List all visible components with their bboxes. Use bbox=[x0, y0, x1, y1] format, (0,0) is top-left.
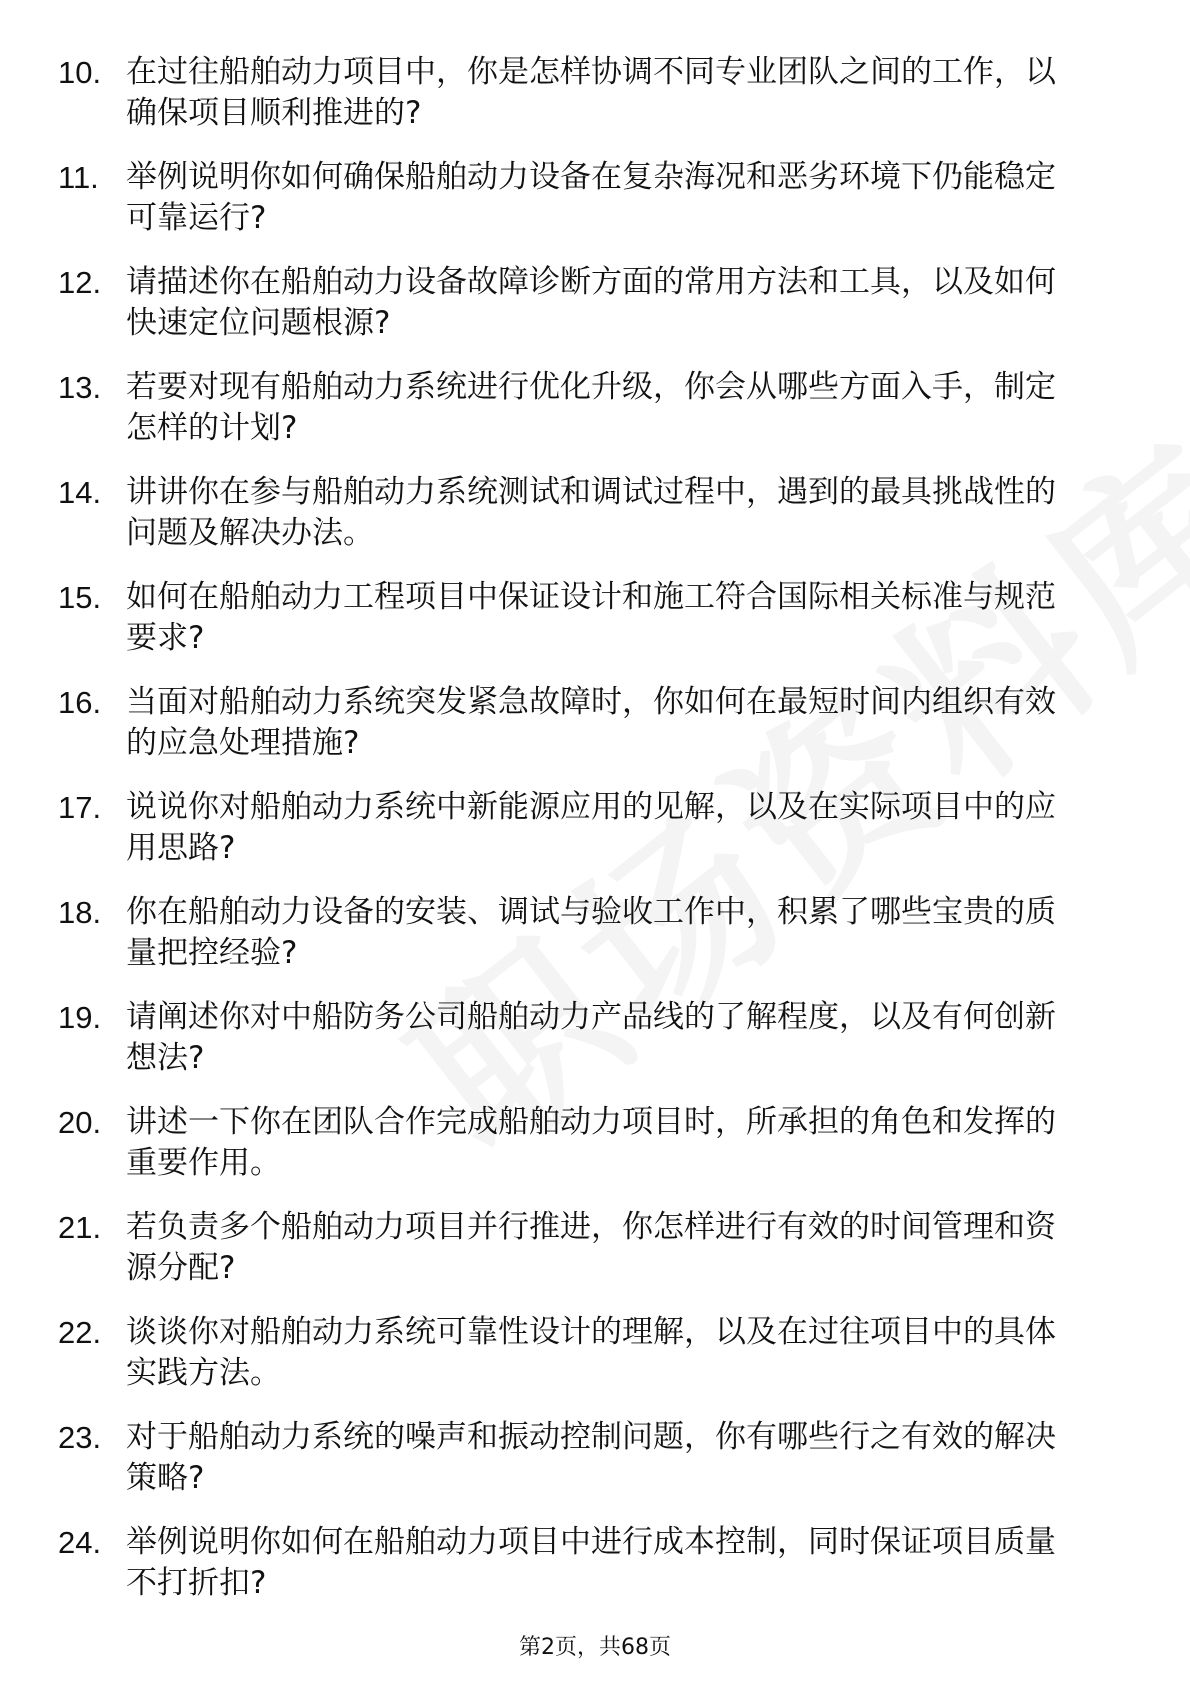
question-item bbox=[58, 472, 1118, 577]
question-number: 22. bbox=[58, 1315, 102, 1350]
question-text: 讲讲你在参与船舶动力系统测试和调试过程中，遇到的最具挑战性的问题及解决办法。 bbox=[126, 474, 1056, 551]
question-number: 17. bbox=[58, 790, 102, 825]
question-number: 20. bbox=[58, 1105, 102, 1140]
question-item bbox=[58, 997, 1118, 1102]
question-number: 18. bbox=[58, 895, 102, 930]
question-number: 11. bbox=[58, 160, 99, 195]
question-text: 若要对现有船舶动力系统进行优化升级，你会从哪些方面入手，制定怎样的计划? bbox=[126, 369, 1056, 446]
question-text: 请阐述你对中船防务公司船舶动力产品线的了解程度，以及有何创新想法? bbox=[126, 999, 1056, 1076]
question-item bbox=[58, 1102, 1118, 1207]
question-text: 谈谈你对船舶动力系统可靠性设计的理解，以及在过往项目中的具体实践方法。 bbox=[126, 1314, 1056, 1391]
question-text: 讲述一下你在团队合作完成船舶动力项目时，所承担的角色和发挥的重要作用。 bbox=[126, 1104, 1056, 1181]
question-number: 21. bbox=[58, 1210, 102, 1245]
question-item bbox=[58, 1312, 1118, 1417]
question-number: 19. bbox=[58, 1000, 102, 1035]
question-text: 说说你对船舶动力系统中新能源应用的见解，以及在实际项目中的应用思路? bbox=[126, 789, 1056, 866]
question-number: 23. bbox=[58, 1420, 102, 1455]
question-text: 对于船舶动力系统的噪声和振动控制问题，你有哪些行之有效的解决策略? bbox=[126, 1419, 1056, 1496]
question-item bbox=[58, 682, 1118, 787]
question-item bbox=[58, 157, 1118, 262]
question-item bbox=[58, 262, 1118, 367]
question-item bbox=[58, 1207, 1118, 1312]
question-number: 16. bbox=[58, 685, 102, 720]
question-text: 在过往船舶动力项目中，你是怎样协调不同专业团队之间的工作，以确保项目顺利推进的? bbox=[126, 54, 1056, 131]
question-item bbox=[58, 787, 1118, 892]
question-text: 举例说明你如何在船舶动力项目中进行成本控制，同时保证项目质量不打折扣? bbox=[126, 1524, 1056, 1601]
question-text: 当面对船舶动力系统突发紧急故障时，你如何在最短时间内组织有效的应急处理措施? bbox=[126, 684, 1056, 761]
question-text: 请描述你在船舶动力设备故障诊断方面的常用方法和工具，以及如何快速定位问题根源? bbox=[126, 264, 1056, 341]
question-item bbox=[58, 52, 1118, 157]
question-text: 举例说明你如何确保船舶动力设备在复杂海况和恶劣环境下仍能稳定可靠运行? bbox=[126, 159, 1056, 236]
page-footer: 第2页，共68页 bbox=[519, 1635, 671, 1660]
question-item bbox=[58, 892, 1118, 997]
question-number: 15. bbox=[58, 580, 102, 615]
question-number: 10. bbox=[58, 55, 102, 90]
question-text: 若负责多个船舶动力项目并行推进，你怎样进行有效的时间管理和资源分配? bbox=[126, 1209, 1056, 1286]
question-text: 你在船舶动力设备的安装、调试与验收工作中，积累了哪些宝贵的质量把控经验? bbox=[126, 894, 1056, 971]
question-item bbox=[58, 1417, 1118, 1522]
question-number: 24. bbox=[58, 1525, 102, 1560]
question-item bbox=[58, 577, 1118, 682]
question-item bbox=[58, 1522, 1118, 1627]
question-number: 14. bbox=[58, 475, 102, 510]
question-number: 12. bbox=[58, 265, 102, 300]
question-number: 13. bbox=[58, 370, 102, 405]
question-text: 如何在船舶动力工程项目中保证设计和施工符合国际相关标准与规范要求? bbox=[126, 579, 1056, 656]
question-item bbox=[58, 367, 1118, 472]
question-list bbox=[58, 52, 1118, 1627]
